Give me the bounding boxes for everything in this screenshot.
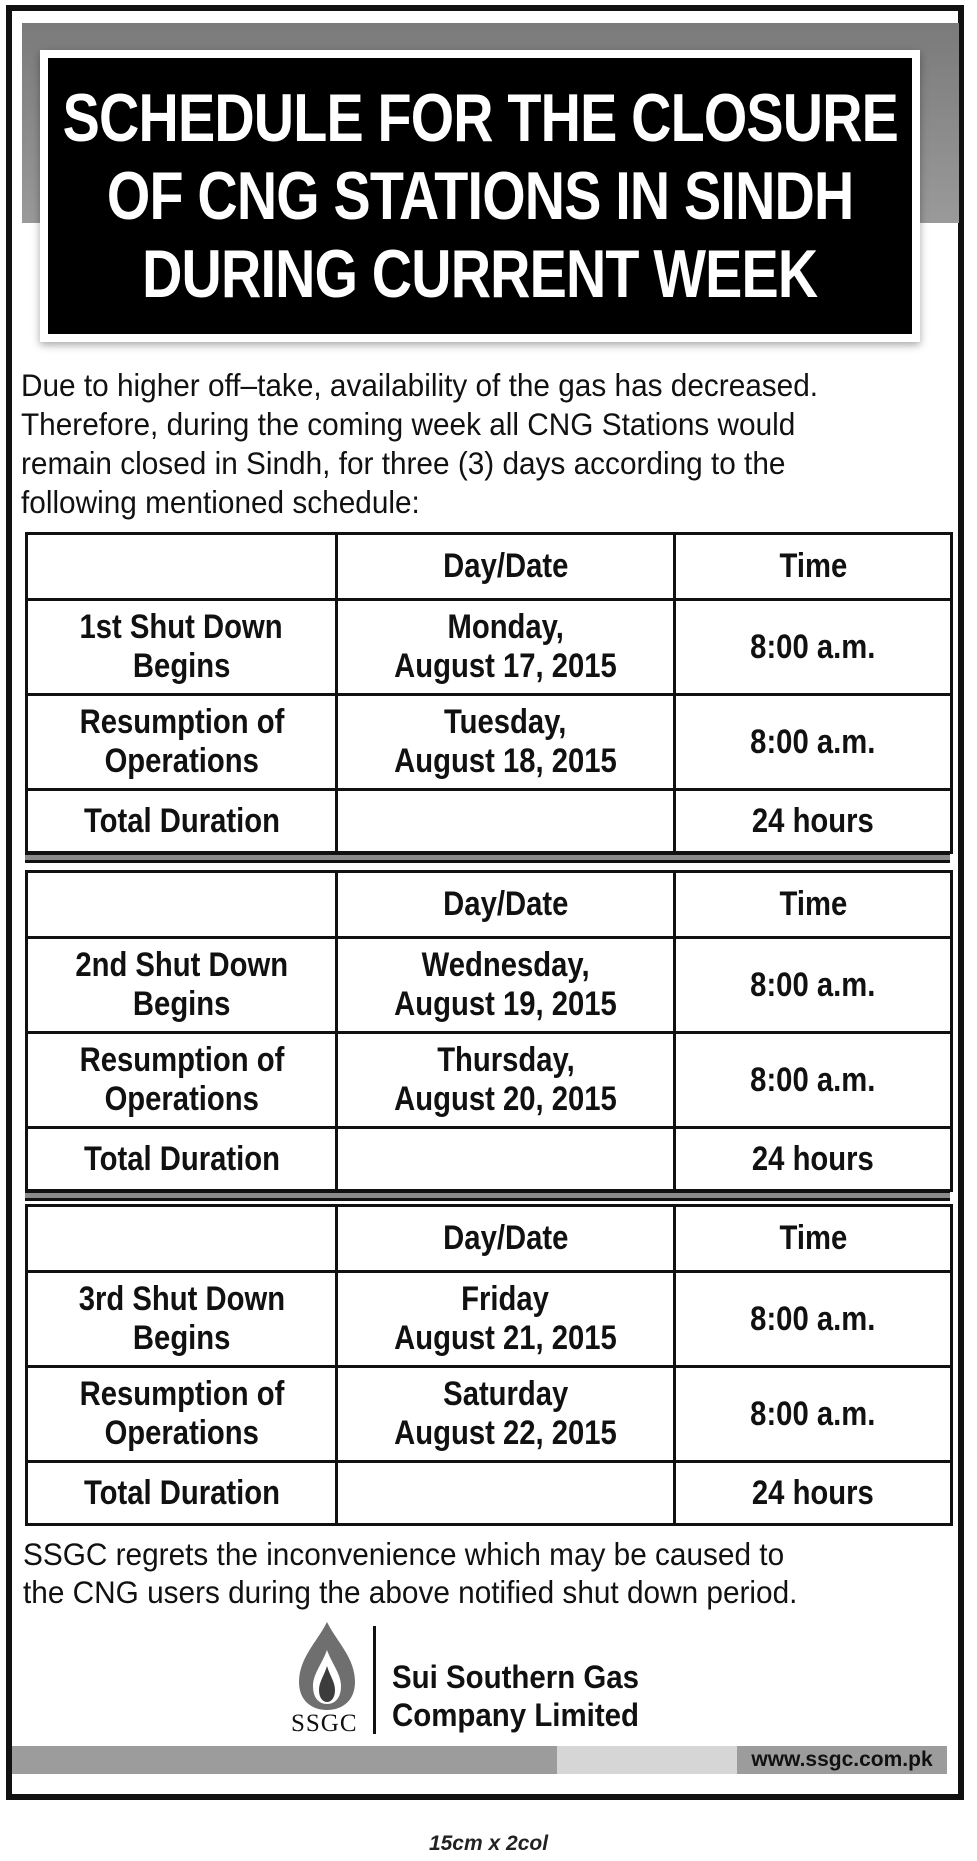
total-value: 24 hours [675, 1128, 952, 1191]
company-logo [287, 1620, 707, 1740]
shutdown-label: 2nd Shut Down Begins [27, 938, 337, 1033]
company-name-line-2: Company Limited [392, 1697, 639, 1733]
shutdown-time: 8:00 a.m. [675, 938, 952, 1033]
resumption-label: Resumption of Operations [27, 1367, 337, 1462]
table-cell-empty [27, 534, 337, 600]
footer-bar-middle [557, 1746, 737, 1774]
intro-line: Therefore, during the coming week all CNG Stations would [21, 406, 796, 442]
total-label: Total Duration [27, 1128, 337, 1191]
table-row-shutdown [27, 938, 952, 1033]
table-header-daydate: Day/Date [337, 534, 675, 600]
intro-line: Due to higher off–take, availability of the gas has decreased. [21, 367, 819, 403]
title-line-1: SCHEDULE FOR THE CLOSURE [62, 80, 898, 156]
resumption-time: 8:00 a.m. [675, 695, 952, 790]
table-cell-empty [27, 1206, 337, 1272]
shutdown-time: 8:00 a.m. [675, 600, 952, 695]
table-row-total [27, 1128, 952, 1191]
logo-abbreviation: SSGC [291, 1710, 358, 1737]
resumption-label: Resumption of Operations [27, 1033, 337, 1128]
total-value: 24 hours [675, 1462, 952, 1525]
footer-bar-left [12, 1746, 557, 1774]
table-cell-empty [337, 1462, 675, 1525]
shutdown-label: 3rd Shut Down Begins [27, 1272, 337, 1367]
table-header-time: Time [675, 534, 952, 600]
total-label: Total Duration [27, 1462, 337, 1525]
title-line-2: OF CNG STATIONS IN SINDH [106, 158, 854, 234]
resumption-label: Resumption of Operations [27, 695, 337, 790]
closing-line: the CNG users during the above notified shut down period. [23, 1574, 798, 1610]
shutdown-label: 1st Shut Down Begins [27, 600, 337, 695]
shutdown-time: 8:00 a.m. [675, 1272, 952, 1367]
intro-line: remain closed in Sindh, for three (3) days according to the [21, 445, 786, 481]
total-value: 24 hours [675, 790, 952, 853]
table-cell-empty [337, 1128, 675, 1191]
schedule-table-3 [25, 1204, 953, 1526]
table-header-row [27, 872, 952, 938]
intro-line: following mentioned schedule: [21, 484, 420, 520]
intro-paragraph [21, 366, 905, 522]
table-header-row [27, 1206, 952, 1272]
table-header-daydate: Day/Date [337, 1206, 675, 1272]
table-separator [25, 852, 950, 863]
table-row-shutdown [27, 1272, 952, 1367]
closing-line: SSGC regrets the inconvenience which may be caused to [23, 1536, 785, 1572]
resumption-date: Thursday, August 20, 2015 [337, 1033, 675, 1128]
table-row-total [27, 1462, 952, 1525]
company-name [392, 1658, 639, 1734]
shutdown-date: Monday, August 17, 2015 [337, 600, 675, 695]
schedule-table-2 [25, 870, 953, 1192]
table-separator [25, 1190, 950, 1201]
table-header-time: Time [675, 1206, 952, 1272]
table-row-resumption [27, 1367, 952, 1462]
table-header-row [27, 534, 952, 600]
schedule-table-1 [25, 532, 953, 854]
total-label: Total Duration [27, 790, 337, 853]
table-row-total [27, 790, 952, 853]
table-cell-empty [27, 872, 337, 938]
shutdown-date: Friday August 21, 2015 [337, 1272, 675, 1367]
table-row-resumption [27, 1033, 952, 1128]
title-box [40, 50, 920, 342]
table-header-time: Time [675, 872, 952, 938]
resumption-date: Saturday August 22, 2015 [337, 1367, 675, 1462]
closing-paragraph [23, 1535, 907, 1611]
table-row-shutdown [27, 600, 952, 695]
table-row-resumption [27, 695, 952, 790]
website-link[interactable]: www.ssgc.com.pk [737, 1746, 947, 1774]
shutdown-date: Wednesday, August 19, 2015 [337, 938, 675, 1033]
title-line-3: DURING CURRENT WEEK [142, 236, 818, 312]
resumption-date: Tuesday, August 18, 2015 [337, 695, 675, 790]
table-cell-empty [337, 790, 675, 853]
resumption-time: 8:00 a.m. [675, 1367, 952, 1462]
logo-divider [373, 1626, 376, 1734]
ad-size-note: 15cm x 2col [428, 1832, 549, 1855]
table-header-daydate: Day/Date [337, 872, 675, 938]
company-name-line-1: Sui Southern Gas [392, 1659, 640, 1695]
resumption-time: 8:00 a.m. [675, 1033, 952, 1128]
